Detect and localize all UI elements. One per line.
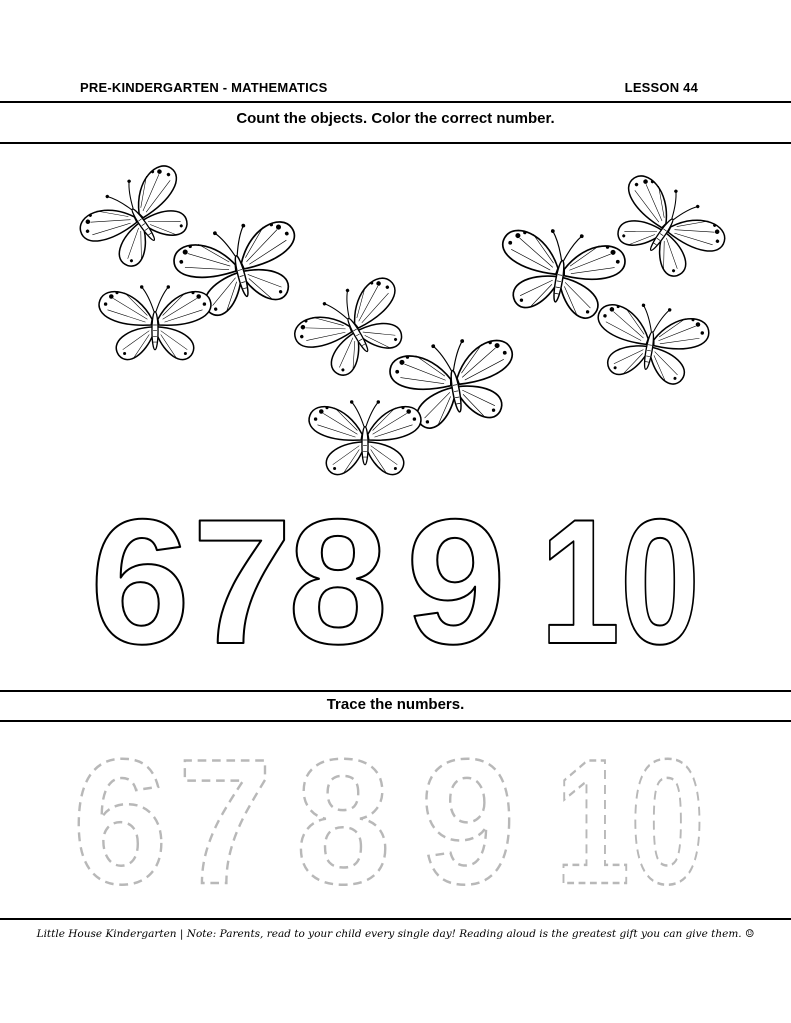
butterfly-icon	[309, 400, 421, 474]
trace-numbers	[0, 735, 791, 905]
count-instruction: Count the objects. Color the correct number.	[236, 110, 555, 127]
subject-heading: PRE-KINDERGARTEN - MATHEMATICS	[80, 80, 328, 95]
butterfly-group	[0, 160, 791, 500]
number-choice[interactable]: 9	[406, 495, 506, 665]
divider	[0, 142, 791, 144]
number-choice[interactable]: 8	[288, 495, 388, 665]
number-choice[interactable]: 7	[192, 495, 292, 665]
trace-number[interactable]: 10	[555, 735, 705, 905]
number-choices	[0, 495, 791, 665]
trace-number[interactable]: 8	[295, 735, 391, 905]
trace-instruction: Trace the numbers.	[326, 696, 465, 713]
number-choice[interactable]: 6	[90, 495, 190, 665]
divider	[0, 720, 791, 722]
divider	[0, 690, 791, 692]
lesson-label: LESSON 44	[624, 80, 698, 95]
trace-number[interactable]: 6	[72, 735, 168, 905]
divider	[0, 101, 791, 103]
number-choice[interactable]: 10	[540, 495, 700, 665]
butterfly-icon	[99, 285, 211, 359]
footer-note: Little House Kindergarten | Note: Parents, read to your child every single day! Reading aloud is the greatest gift you can give them. ☺	[36, 928, 755, 940]
butterfly-icon	[589, 296, 712, 389]
divider	[0, 918, 791, 920]
trace-number[interactable]: 7	[177, 735, 273, 905]
trace-number[interactable]: 9	[420, 735, 516, 905]
